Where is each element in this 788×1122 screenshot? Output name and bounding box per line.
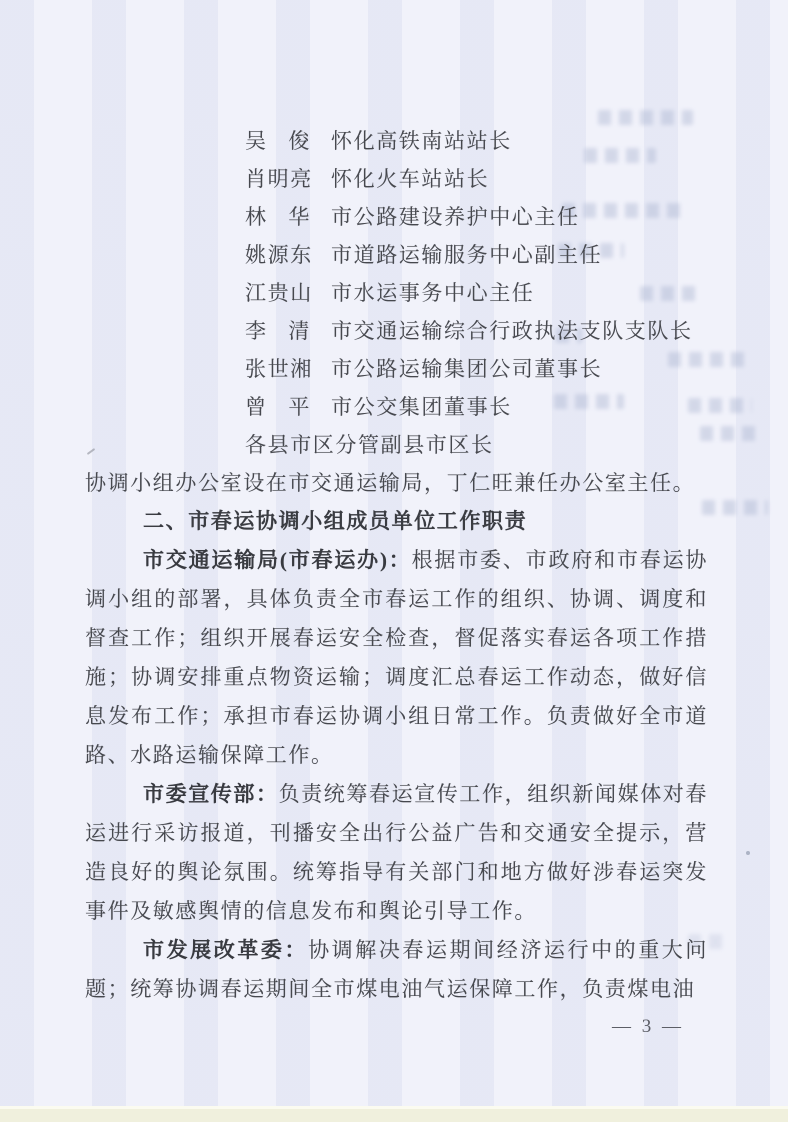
member-title: 市水运事务中心主任 — [331, 281, 535, 305]
paragraph-lead: 市发展改革委： — [143, 938, 309, 962]
bleed-through-artifact — [702, 500, 768, 515]
roster-row — [245, 160, 708, 198]
roster-row — [245, 236, 708, 274]
duty-paragraph-development-reform — [85, 931, 708, 1009]
member-title: 市交通运输综合行政执法支队支队长 — [331, 319, 693, 343]
member-name: 江贵山 — [245, 281, 313, 305]
document-body — [85, 122, 708, 1009]
bleed-through-artifact — [700, 426, 762, 441]
member-title: 市公路建设养护中心主任 — [331, 205, 580, 229]
member-title: 市公交集团董事长 — [331, 395, 512, 419]
member-name: 吴俊 — [245, 129, 311, 153]
paragraph-lead: 市交通运输局(市春运办)： — [143, 548, 412, 572]
member-title: 市道路运输服务中心副主任 — [331, 243, 603, 267]
member-name: 曾平 — [245, 395, 311, 419]
paragraph-text: 负责统筹春运宣传工作，组织新闻媒体对春运进行采访报道，刊播安全出行公益广告和交通安全提示，营造良好的舆论氛围。统筹指导有关部门和地方做好涉春运突发事件及敏感舆情的信息发布和舆论引导工作。 — [85, 782, 709, 923]
continuation-paragraph: 协调小组办公室设在市交通运输局，丁仁旺兼任办公室主任。 — [85, 471, 696, 495]
member-name: 姚源东 — [245, 243, 313, 267]
roster-row — [245, 388, 708, 426]
paragraph-text: 协调解决春运期间经济运行中的重大问题；统筹协调春运期间全市煤电油气运保障工作，负责煤电油 — [85, 938, 708, 1001]
duty-paragraph-propaganda-dept — [85, 775, 708, 931]
ink-speck — [746, 851, 750, 855]
paragraph-lead: 市委宣传部： — [143, 782, 279, 806]
member-name: 李清 — [245, 319, 311, 343]
section-heading: 二、市春运协调小组成员单位工作职责 — [143, 510, 528, 533]
scanner-margin-strip — [0, 1106, 788, 1122]
member-name: 林华 — [245, 205, 311, 229]
roster-footer-row — [245, 426, 708, 464]
page-number: — 3 — — [612, 1016, 684, 1037]
member-name: 肖明亮 — [245, 167, 313, 191]
roster-row — [245, 312, 708, 350]
roster-row — [245, 122, 708, 160]
member-title: 市公路运输集团公司董事长 — [331, 357, 603, 381]
member-title: 怀化火车站站长 — [331, 167, 490, 191]
roster-row — [245, 350, 708, 388]
roster-list — [245, 122, 708, 464]
member-name: 张世湘 — [245, 357, 313, 381]
paragraph-text: 根据市委、市政府和市春运协调小组的部署，具体负责全市春运工作的组织、协调、调度和督查工作；组织开展春运安全检查，督促落实春运各项工作措施；协调安排重点物资运输；调度汇总春运工作动态，做好信息发布工作；承担市春运协调小组日常工作。负责做好全市道路、水路运输保障工作。 — [85, 548, 708, 767]
member-title: 怀化高铁南站站长 — [331, 129, 512, 153]
roster-row — [245, 274, 708, 312]
duty-paragraph-transport-bureau — [85, 541, 708, 775]
roster-row — [245, 198, 708, 236]
roster-footer-text: 各县市区分管副县市区长 — [245, 433, 494, 457]
